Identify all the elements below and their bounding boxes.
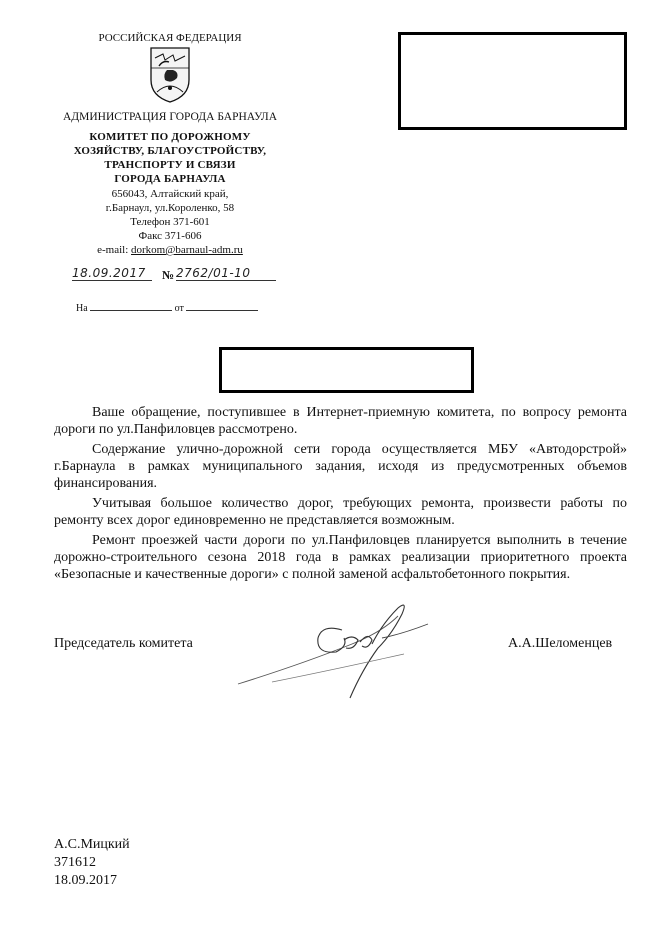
reference-number-blank (90, 301, 172, 311)
email-line (60, 243, 280, 257)
committee-line: ХОЗЯЙСТВУ, БЛАГОУСТРОЙСТВУ, (73, 145, 267, 157)
signatory-position: Председатель комитета (54, 636, 193, 651)
executor-date: 18.09.2017 (54, 873, 117, 888)
reference-from-label: от (174, 303, 184, 314)
executor-name: А.С.Мицкий (54, 837, 130, 852)
executor-phone: 371612 (54, 855, 96, 870)
barnaul-coat-of-arms-icon (149, 46, 191, 104)
reference-row (76, 301, 276, 315)
letter-body (54, 404, 627, 583)
reference-date-blank (186, 301, 258, 311)
address-line: 656043, Алтайский край, (111, 188, 229, 200)
body-paragraph: Ваше обращение, поступившее в Интернет-приемную комитета, по вопросу ремонта дороги по ул.Панфиловцев рассмотрено. (54, 405, 627, 437)
committee-block (60, 130, 280, 186)
signatory-name: А.А.Шеломенцев (508, 636, 613, 651)
federation-title: РОССИЙСКАЯ ФЕДЕРАЦИЯ (98, 32, 242, 44)
committee-line: ГОРОДА БАРНАУЛА (114, 173, 226, 185)
address-line: Факс 371-606 (138, 230, 202, 242)
addressee-redaction (219, 347, 474, 393)
address-block (60, 187, 280, 257)
registration-date: 18.09.2017 (72, 266, 152, 281)
executor-block (54, 836, 130, 890)
email-link[interactable]: dorkom@barnaul-adm.ru (131, 244, 243, 256)
body-paragraph: Учитывая большое количество дорог, требующих ремонта, произвести работы по ремонту всех дорог единовременно не представляется возможным. (54, 496, 627, 528)
registration-number: 2762/01-10 (176, 266, 276, 281)
address-line: г.Барнаул, ул.Короленко, 58 (105, 202, 235, 214)
committee-line: ТРАНСПОРТУ И СВЯЗИ (104, 159, 236, 171)
administration-title: АДМИНИСТРАЦИЯ ГОРОДА БАРНАУЛА (62, 111, 278, 123)
registration-row (72, 266, 292, 284)
body-paragraph: Ремонт проезжей части дороги по ул.Панфиловцев планируется выполнить в течение дорожно-строительного сезона 2018 года в рамках реализации приоритетного проекта «Безопасные и качественные дороги» с полной заменой асфальтобетонного покрытия. (54, 533, 627, 582)
number-sign: № (162, 268, 175, 282)
recipient-redaction (398, 32, 627, 130)
address-line: Телефон 371-601 (130, 216, 210, 228)
handwritten-signature-icon (232, 594, 432, 706)
email-label: e-mail: (97, 244, 132, 256)
reference-label: На (76, 303, 88, 314)
body-paragraph: Содержание улично-дорожной сети города осуществляется МБУ «Автодорстрой» г.Барнаула в рамках муниципального задания, исходя из предусмотренных объемов финансирования. (54, 442, 627, 491)
committee-line: КОМИТЕТ ПО ДОРОЖНОМУ (89, 131, 251, 143)
